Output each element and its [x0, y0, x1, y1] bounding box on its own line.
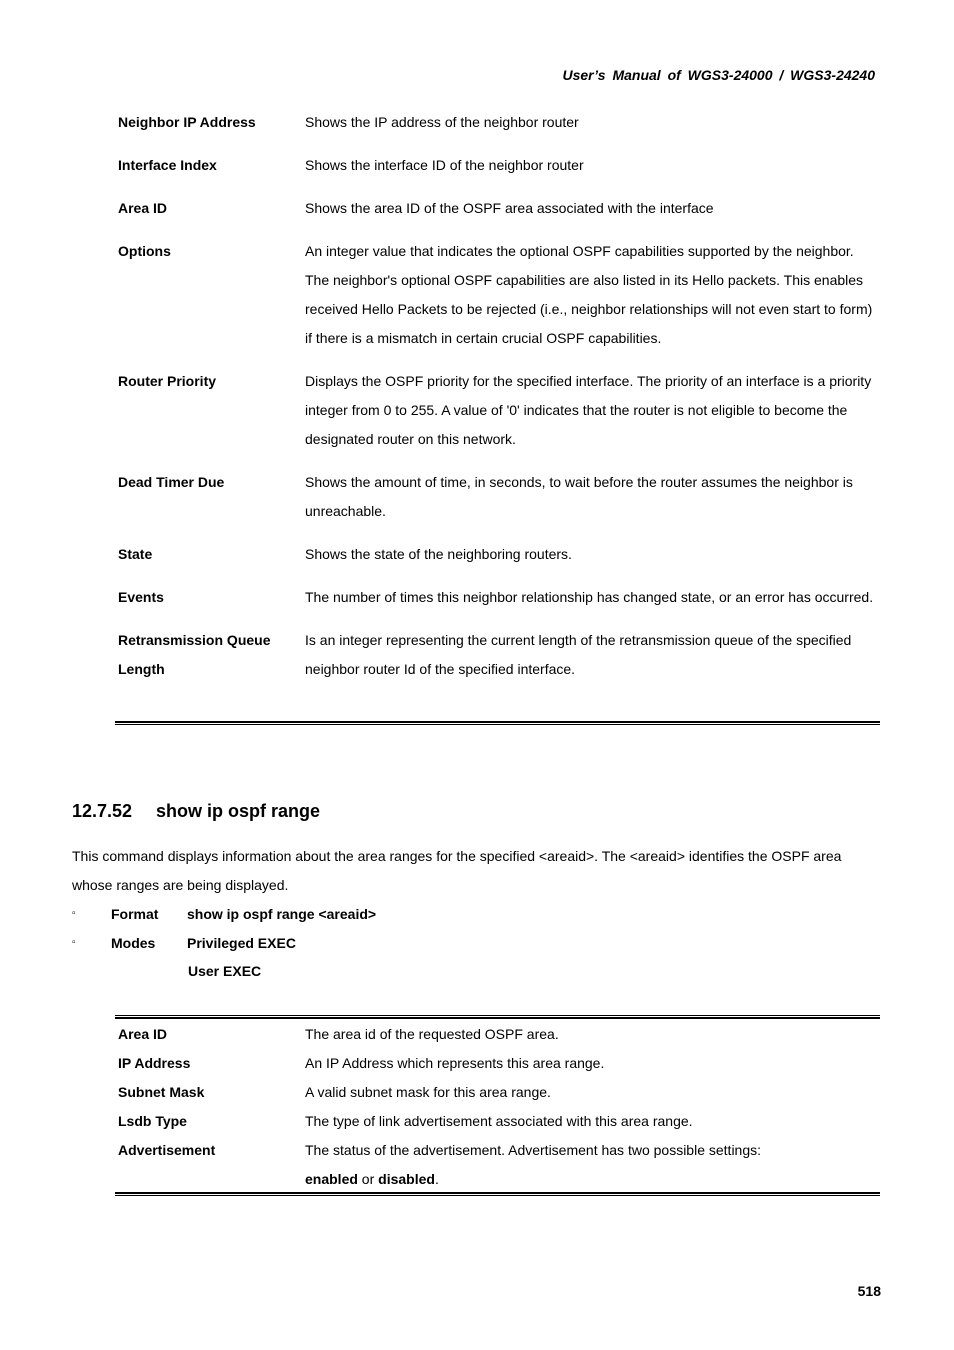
- advertisement-desc: The status of the advertisement. Advertisement has two possible settings:: [305, 1142, 762, 1158]
- field-term: Advertisement: [118, 1142, 216, 1158]
- modes-value: User EXEC: [188, 963, 262, 979]
- field-term: Interface Index: [118, 157, 217, 173]
- neighbor-fields-table: [115, 108, 880, 684]
- field-description: An IP Address which represents this area range.: [305, 1055, 605, 1071]
- table-row: [115, 108, 880, 137]
- field-description: The type of link advertisement associated with this area range.: [305, 1113, 693, 1129]
- bullet-icon: ▫: [72, 908, 76, 919]
- table-row: [115, 540, 880, 569]
- field-description: An integer value that indicates the optional OSPF capabilities supported by the neighbor. The neighbor's optional OSPF capabilities are also listed in its Hello packets. This enables received Hello Packets to be rejected (i.e., neighbor relationships will not even start to form) if there is a mismatch in certain crucial OSPF capabilities.: [305, 243, 873, 346]
- field-description: Shows the state of the neighboring routers.: [305, 546, 572, 562]
- field-description: Shows the IP address of the neighbor router: [305, 114, 579, 130]
- field-description: Displays the OSPF priority for the specified interface. The priority of an interface is a priority integer from 0 to 255. A value of '0' indicates that the router is not eligible to become the designated router on this network.: [305, 373, 872, 447]
- section-heading: [72, 801, 320, 822]
- bullet-icon: ▫: [72, 937, 76, 948]
- field-term: Router Priority: [118, 373, 217, 389]
- sentence-end: .: [434, 1171, 439, 1187]
- table-row: [115, 237, 880, 353]
- field-term: Dead Timer Due: [118, 474, 225, 490]
- field-term: Events: [118, 589, 164, 605]
- field-description: Shows the interface ID of the neighbor router: [305, 157, 584, 173]
- field-term: IP Address: [118, 1055, 191, 1071]
- table-row: [115, 1049, 880, 1078]
- table-row: [115, 1107, 880, 1136]
- option-separator: or: [357, 1171, 379, 1187]
- table-row: [115, 1078, 880, 1107]
- field-term: Subnet Mask: [118, 1084, 205, 1100]
- field-description: Shows the area ID of the OSPF area associated with the interface: [305, 200, 714, 216]
- range-fields-table: [115, 1020, 880, 1194]
- field-term: Area ID: [118, 200, 168, 216]
- page-header: User’s Manual of WGS3-24000 / WGS3-24240: [562, 67, 875, 83]
- option-enabled: enabled: [305, 1171, 358, 1187]
- field-term: State: [118, 546, 153, 562]
- option-disabled: disabled: [378, 1171, 435, 1187]
- modes-label: Modes: [111, 935, 156, 951]
- field-description: A valid subnet mask for this area range.: [305, 1084, 551, 1100]
- table-top-rule: [115, 1015, 880, 1019]
- table-row: [115, 583, 880, 612]
- table-row: [115, 151, 880, 180]
- field-description: Shows the amount of time, in seconds, to wait before the router assumes the neighbor is unreachable.: [305, 474, 853, 519]
- table-row: [115, 1020, 880, 1049]
- field-description: The area id of the requested OSPF area.: [305, 1026, 559, 1042]
- field-description: The number of times this neighbor relationship has changed state, or an error has occurred.: [305, 589, 874, 605]
- page-number: 518: [857, 1283, 881, 1299]
- field-term: Neighbor IP Address: [118, 114, 256, 130]
- table-row: [115, 626, 880, 684]
- modes-value: Privileged EXEC: [187, 935, 296, 951]
- section-intro: This command displays information about the area ranges for the specified <areaid>. The <areaid> identifies the OSPF area whose ranges are being displayed.: [72, 848, 842, 893]
- field-description: [305, 1136, 880, 1194]
- section-title: show ip ospf range: [156, 801, 321, 821]
- field-term: Lsdb Type: [118, 1113, 187, 1129]
- table-row: [115, 194, 880, 223]
- format-label: Format: [111, 906, 159, 922]
- section-number: 12.7.52: [72, 801, 133, 821]
- field-term: Retransmission Queue Length: [118, 632, 271, 677]
- field-term: Area ID: [118, 1026, 168, 1042]
- table-row: [115, 468, 880, 526]
- field-term: Options: [118, 243, 171, 259]
- table-row: [115, 367, 880, 454]
- format-value: show ip ospf range <areaid>: [187, 906, 377, 922]
- table-bottom-rule: [115, 1192, 880, 1196]
- field-description: Is an integer representing the current length of the retransmission queue of the specified neighbor router Id of the specified interface.: [305, 632, 852, 677]
- table-row: [115, 1136, 880, 1194]
- table-bottom-rule: [115, 721, 880, 725]
